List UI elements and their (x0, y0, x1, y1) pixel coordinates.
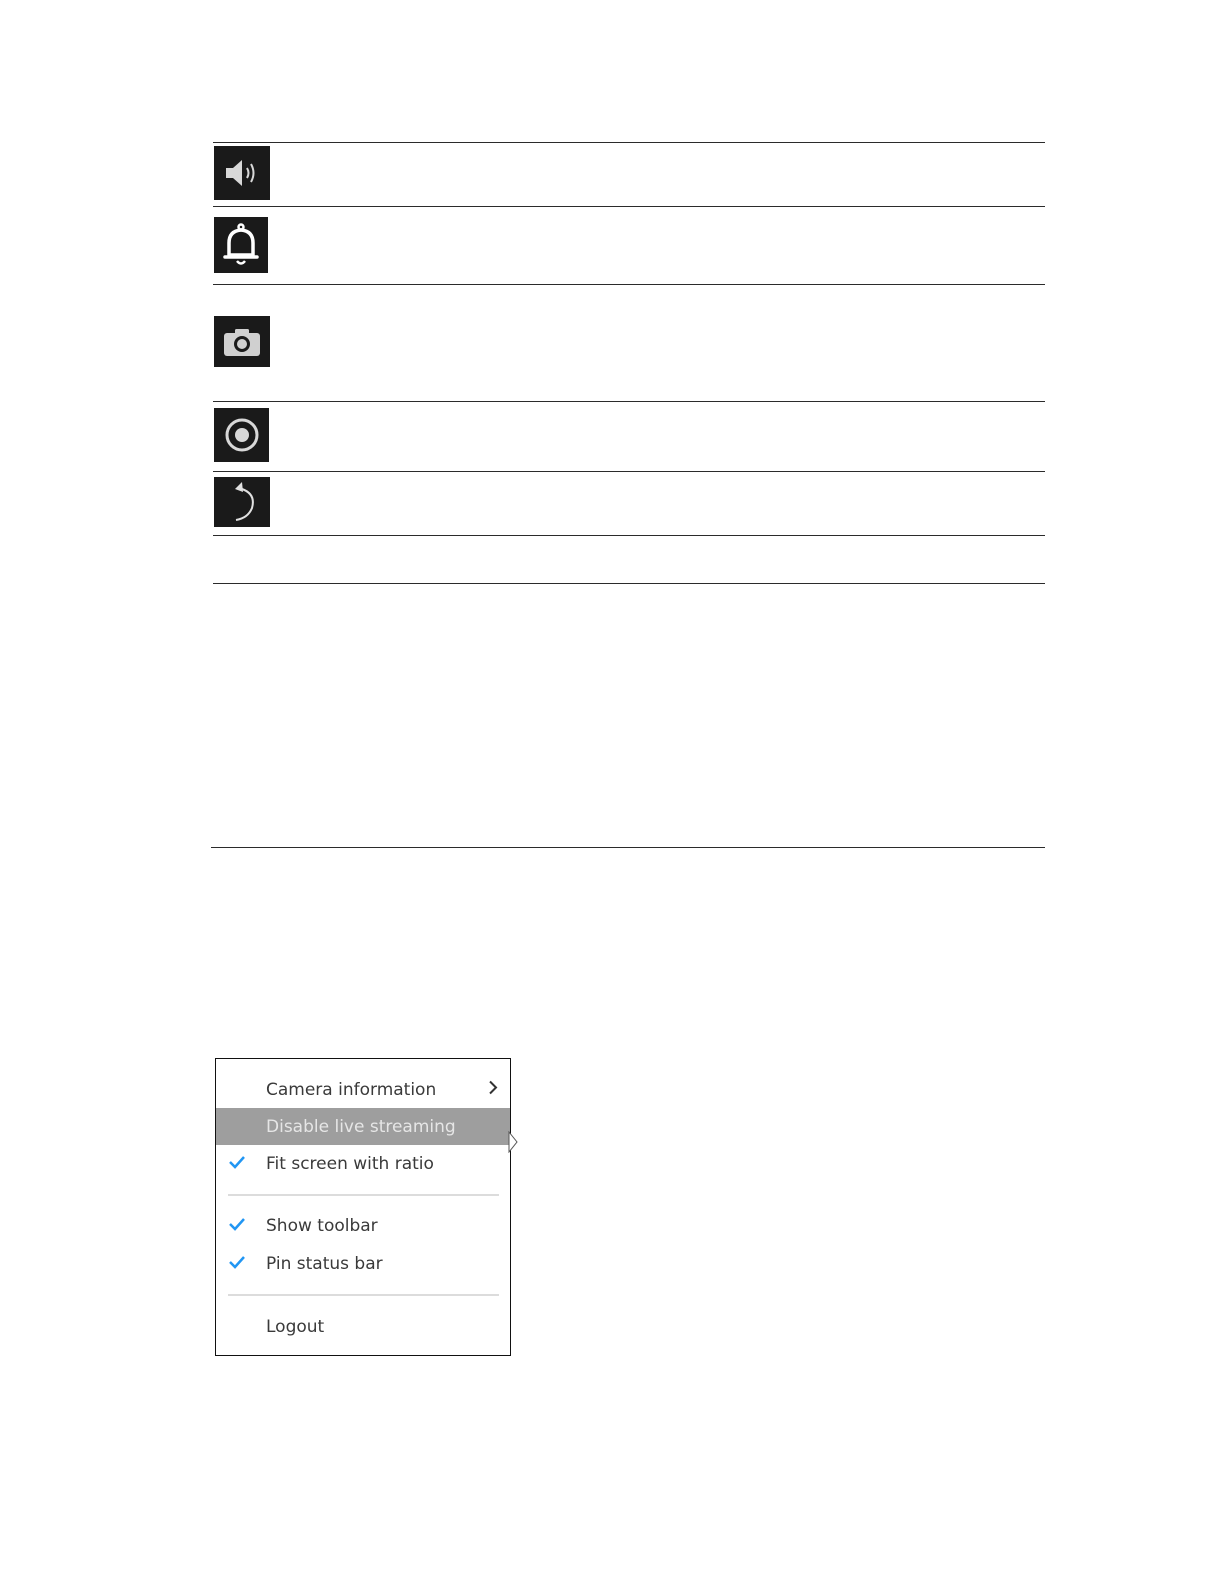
menu-item-disable-live-streaming[interactable] (216, 1108, 510, 1145)
menu-item-pin-status-bar[interactable] (216, 1245, 510, 1282)
menu-item-label: Camera information (266, 1079, 437, 1100)
menu-item-label: Logout (266, 1316, 325, 1337)
menu-separator (228, 1294, 499, 1296)
checkmark-icon (228, 1154, 246, 1174)
menu-item-fit-screen-with-ratio[interactable] (216, 1145, 510, 1182)
menu-item-label: Show toolbar (266, 1215, 378, 1236)
checkmark-icon (228, 1216, 246, 1236)
chevron-right-icon (488, 1079, 498, 1100)
table-rule-top (213, 142, 1045, 143)
menu-item-label: Disable live streaming (266, 1116, 456, 1137)
table-rule (213, 284, 1045, 285)
menu-item-camera-information[interactable] (216, 1071, 510, 1108)
table-rule (213, 471, 1045, 472)
section-rule (211, 847, 1045, 848)
table-rule (213, 535, 1045, 536)
speaker-icon[interactable] (214, 146, 270, 200)
table-rule-bottom (213, 583, 1045, 584)
bell-icon[interactable] (214, 217, 268, 273)
camera-icon[interactable] (214, 316, 270, 367)
menu-item-logout[interactable] (216, 1308, 510, 1345)
back-icon[interactable] (214, 477, 270, 527)
checkmark-icon (228, 1254, 246, 1274)
record-icon[interactable] (214, 408, 269, 462)
menu-separator (228, 1194, 499, 1196)
menu-item-show-toolbar[interactable] (216, 1207, 510, 1244)
mouse-cursor-icon (508, 1131, 518, 1158)
context-menu (215, 1058, 511, 1356)
menu-item-label: Fit screen with ratio (266, 1153, 434, 1174)
menu-item-label: Pin status bar (266, 1253, 383, 1274)
table-rule (213, 401, 1045, 402)
table-rule (213, 206, 1045, 207)
